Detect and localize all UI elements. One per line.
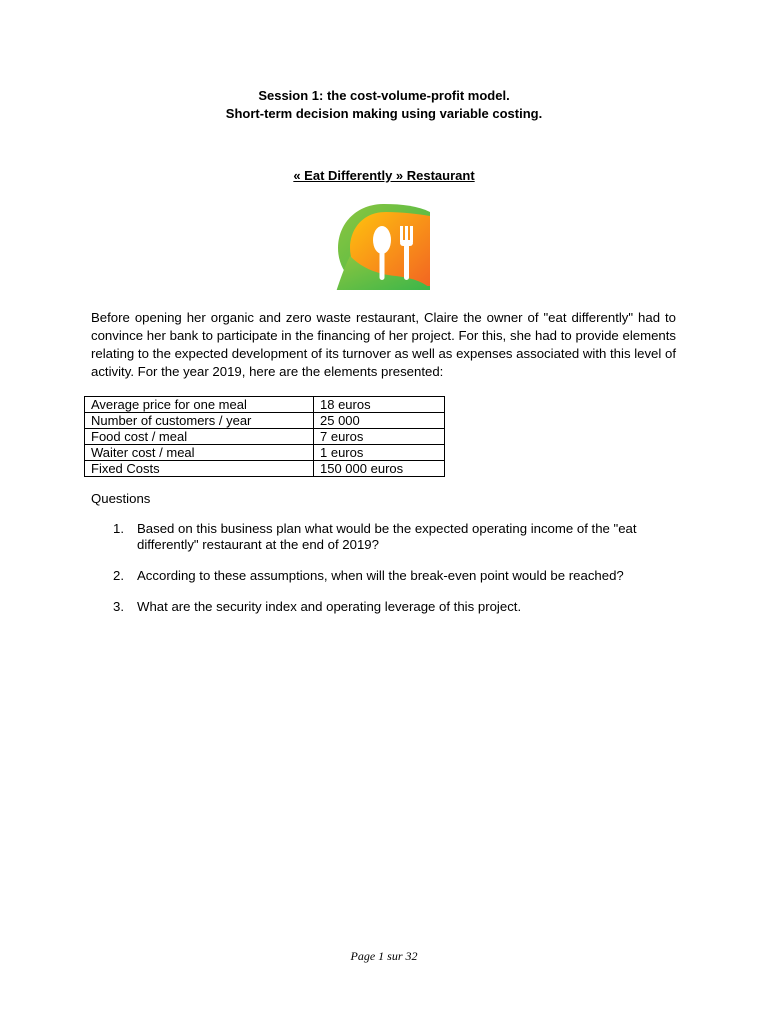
table-row <box>85 445 445 461</box>
table-cell-value: 18 euros <box>314 397 445 413</box>
table-cell-value: 7 euros <box>314 429 445 445</box>
question-item <box>91 521 676 553</box>
table-row <box>85 413 445 429</box>
question-text: According to these assumptions, when will the break-even point would be reached? <box>137 568 624 583</box>
restaurant-logo-icon <box>336 202 432 292</box>
intro-paragraph: Before opening her organic and zero waste restaurant, Claire the owner of "eat differently" had to convince her bank to participate in the financing of her project. For this, she had to provide elements relating to the expected development of its turnover as well as expenses associated with this level of activity. For the year 2019, here are the elements presented: <box>91 310 676 379</box>
question-text: What are the security index and operating leverage of this project. <box>137 599 522 614</box>
table-cell-label: Waiter cost / meal <box>85 445 314 461</box>
table-row <box>85 429 445 445</box>
question-item <box>91 599 676 615</box>
table-cell-value: 1 euros <box>314 445 445 461</box>
table-cell-value: 150 000 euros <box>314 461 445 477</box>
question-number: 3. <box>113 599 124 614</box>
page-number-footer: Page 1 sur 32 <box>350 949 418 963</box>
case-title: « Eat Differently » Restaurant <box>293 168 475 183</box>
questions-heading: Questions <box>91 491 151 506</box>
assumptions-table <box>84 396 445 477</box>
questions-list <box>91 521 676 630</box>
table-cell-label: Number of customers / year <box>85 413 314 429</box>
table-cell-label: Food cost / meal <box>85 429 314 445</box>
table-row <box>85 397 445 413</box>
document-subtitle: Short-term decision making using variable costing. <box>225 106 543 121</box>
table-cell-label: Fixed Costs <box>85 461 314 477</box>
table-row <box>85 461 445 477</box>
question-number: 2. <box>113 568 124 583</box>
table-cell-label: Average price for one meal <box>85 397 314 413</box>
table-cell-value: 25 000 <box>314 413 445 429</box>
question-number: 1. <box>113 521 124 536</box>
question-item <box>91 568 676 584</box>
question-text: Based on this business plan what would be the expected operating income of the "eat differently" restaurant at the end of 2019? <box>137 521 637 552</box>
document-title: Session 1: the cost-volume-profit model. <box>258 88 510 103</box>
